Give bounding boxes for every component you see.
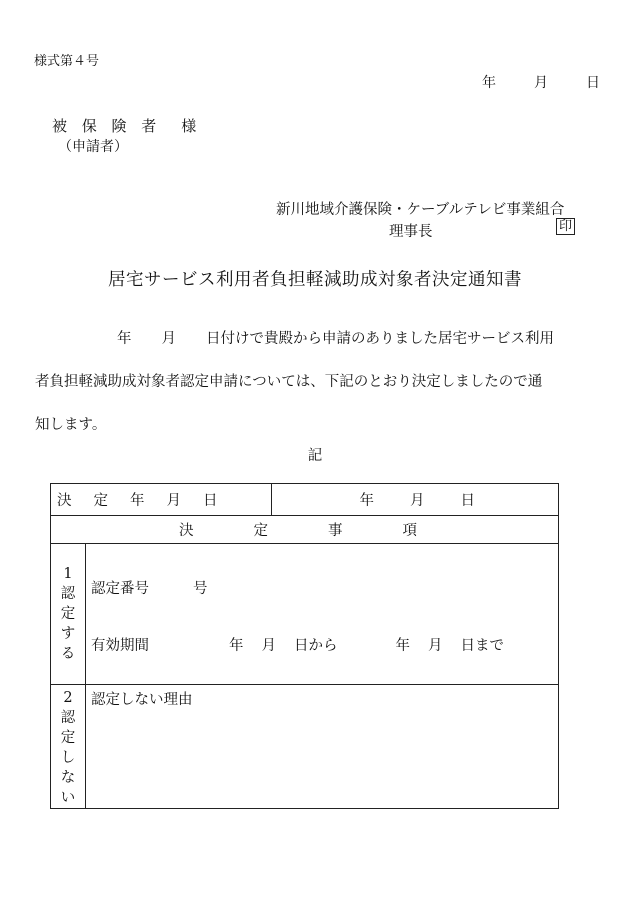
approve-from-day: 日から (294, 638, 338, 654)
reject-side-0: 2 (63, 690, 73, 706)
reject-side-1: 認 (60, 710, 76, 726)
approve-to-year: 年 (395, 638, 410, 654)
body-line-1-rest: 日付けで貴殿から申請のありました居宅サービス利用 (206, 331, 554, 347)
matters-header-0: 決 (179, 523, 194, 539)
approve-side-label (51, 544, 86, 685)
body-line-3: 知します。 (35, 417, 107, 433)
body-text (35, 318, 595, 447)
issue-date-year: 年 (482, 75, 496, 91)
decision-date-label (51, 484, 272, 516)
reject-side-4: な (60, 770, 76, 786)
matters-header-1: 定 (253, 523, 268, 539)
decision-date-value (271, 484, 558, 516)
decision-date-row (51, 484, 559, 516)
seal-mark: 印 (556, 218, 575, 235)
decision-date-label-4: 日 (203, 493, 218, 509)
issue-date (482, 72, 600, 92)
issuer-organization: 新川地域介護保険・ケーブルテレビ事業組合 (276, 202, 565, 218)
decision-date-label-2: 年 (130, 493, 145, 509)
form-number: 様式第４号 (34, 54, 100, 69)
approve-row (51, 544, 559, 685)
approve-period (91, 634, 504, 655)
approve-side-3: す (60, 626, 76, 642)
addressee-sub: （申請者） (58, 139, 128, 155)
approve-from-year: 年 (229, 638, 244, 654)
reject-side-3: し (60, 750, 76, 766)
body-line-1 (35, 318, 595, 361)
decision-date-label-0: 決 (57, 493, 72, 509)
decision-date-day: 日 (460, 493, 476, 509)
reject-reason-label: 認定しない理由 (91, 692, 193, 708)
approve-number-label: 認定番号 (91, 581, 149, 597)
approve-side-1: 認 (60, 586, 76, 602)
approve-to-month: 月 (428, 638, 443, 654)
reject-side-2: 定 (60, 730, 76, 746)
decision-table (50, 483, 559, 809)
reject-row (51, 685, 559, 809)
decision-date-month: 月 (410, 493, 425, 509)
issue-date-month: 月 (534, 75, 548, 91)
matters-header-2: 事 (328, 523, 343, 539)
reject-side-label (51, 685, 86, 809)
approve-side-0: 1 (63, 566, 73, 582)
addressee-title: 被 保 険 者 様 (52, 117, 202, 135)
approve-to-day: 日まで (460, 638, 504, 654)
decision-date-label-1: 定 (93, 493, 108, 509)
decision-date-year: 年 (359, 493, 375, 509)
approve-from-month: 月 (261, 638, 276, 654)
approve-number-suffix: 号 (193, 581, 208, 597)
approve-period-label: 有効期間 (91, 638, 149, 654)
issue-date-day: 日 (586, 75, 600, 91)
decision-date-label-3: 月 (166, 493, 181, 509)
approve-content (86, 544, 559, 685)
approve-side-2: 定 (60, 606, 76, 622)
approve-side-4: る (60, 646, 76, 662)
body-line-1-month: 月 (161, 331, 176, 347)
approve-number (91, 577, 208, 598)
reject-side-5: い (60, 790, 76, 806)
document-title: 居宅サービス利用者負担軽減助成対象者決定通知書 (108, 270, 522, 290)
matters-header (51, 516, 559, 544)
body-line-2: 者負担軽減助成対象者認定申請については、下記のとおり決定しましたので通 (35, 374, 543, 390)
reject-content (86, 685, 559, 809)
body-line-1-year: 年 (117, 331, 132, 347)
matters-header-row (51, 516, 559, 544)
issuer-position: 理事長 (389, 224, 433, 240)
ki-mark: 記 (307, 448, 323, 464)
matters-header-3: 項 (402, 523, 417, 539)
